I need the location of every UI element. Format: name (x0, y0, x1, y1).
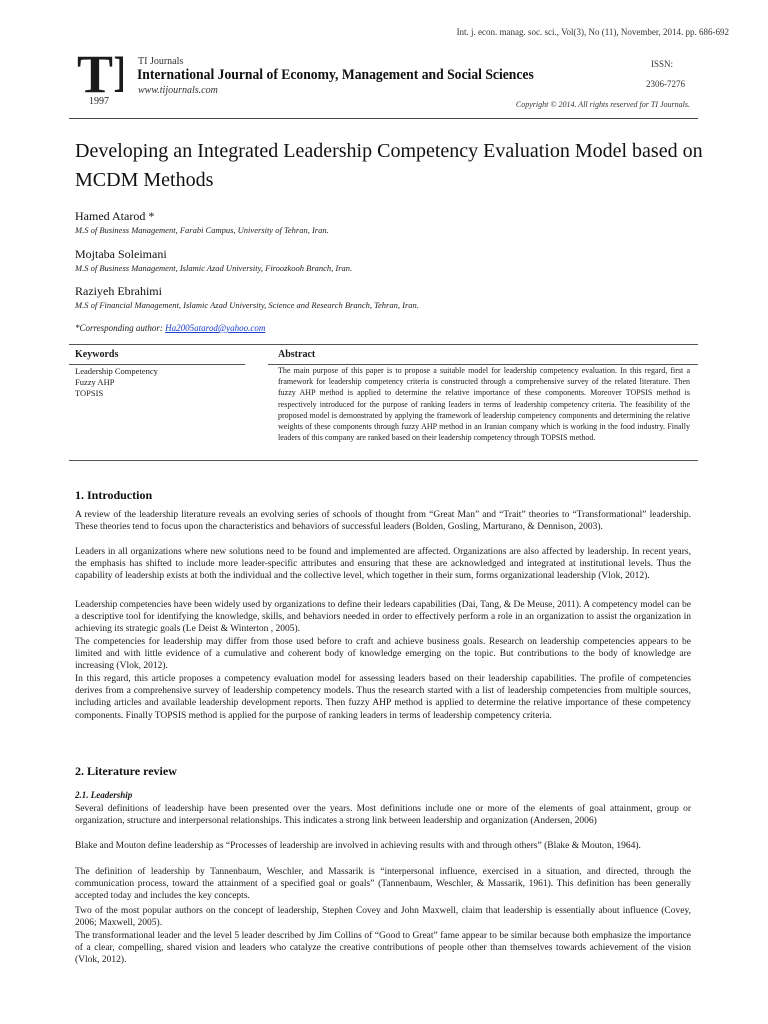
author-name: Raziyeh Ebrahimi (75, 284, 162, 298)
publisher-name: TI Journals (138, 56, 184, 67)
citation-line: Int. j. econ. manag. soc. sci., Vol(3), No (11), November, 2014. pp. 686-692 (456, 27, 729, 37)
keyword-item: Fuzzy AHP (75, 377, 115, 387)
corresponding-author (75, 323, 265, 333)
literature-paragraph: Blake and Mouton define leadership as “Processes of leadership are involved in achieving results with and through others” (Blake & Mouton, 1964). (75, 841, 641, 851)
section-heading-literature-review: 2. Literature review (75, 764, 177, 778)
journal-logo (75, 46, 123, 106)
article-title: Developing an Integrated Leadership Competency Evaluation Model based on MCDM Methods (75, 140, 703, 191)
keywords-list (75, 366, 158, 399)
journal-website[interactable]: www.tijournals.com (138, 85, 218, 96)
keywords-box-bottom-rule (69, 460, 698, 461)
literature-paragraph: Several definitions of leadership have been presented over the years. Most definitions include one or more of the elements of goal attainment, group or organization, structure and interpersonal relationships. This indicates a strong link between leadership and organization (Andersen, 2006) (75, 804, 691, 827)
ti-logo-icon (75, 46, 123, 98)
corresponding-email-link[interactable]: Ha2005atarod@yahoo.com (165, 323, 266, 333)
issn-value: 2306-7276 (646, 79, 685, 89)
intro-paragraph: Leaders in all organizations where new solutions need to be found and implemented are affected. Organizations are also affected by leadership. In recent years, the emphasis has shifted to include more leader-specific attributes and ensuring that these are acknowledged and integrated at institutional levels. Thus the capability of leadership exists at both the individual and the collective level, which together in their sum, forms organizational leadership (Vlok, 2012). (75, 547, 691, 582)
keywords-box-top-rule (69, 344, 698, 345)
literature-paragraph: Two of the most popular authors on the concept of leadership, Stephen Covey and John Maxwell, claim that leadership is essentially about influence (Covey, 2006; Maxwell, 2005). (75, 906, 691, 929)
author-affiliation: M.S of Business Management, Farabi Campus, University of Tehran, Iran. (75, 225, 329, 235)
author-affiliation: M.S of Financial Management, Islamic Azad University, Science and Research Branch, Tehran, Iran. (75, 300, 419, 310)
keyword-item: Leadership Competency (75, 366, 158, 376)
intro-paragraph: Leadership competencies have been widely used by organizations to define their ledears capabilities (Dai, Tang, & De Meuse, 2011). A competency model can be a descriptive tool for identifying the knowledge, skills, and behaviors needed in order to effectively perform a role in an organization to assist the organization in achieving its strategic goals (Le Deist & Winterton , 2005). (75, 600, 691, 635)
abstract-text: The main purpose of this paper is to propose a suitable model for leadership competency evaluation. In this regard, first a framework for leadership competency criteria is constructed through a comprehensive survey of the related literature. Then fuzzy AHP method is applied to determine the relative importance of these components. Moreover TOPSIS method is respectively introduced for the purpose of ranking leaders in terms of leadership competency criteria. The feasibility of the proposed model is demonstrated by applying the framework of leadership competency components and determining the relative weights of these components through fuzzy AHP method in an Iranian company which is working in the food industry. Finally leaders of this company are ranked based on their leadership competency through TOPSIS method. (278, 366, 690, 443)
header-divider (69, 118, 698, 119)
keywords-header-rule (69, 364, 245, 365)
logo-year: 1997 (89, 96, 109, 107)
author-affiliation: M.S of Business Management, Islamic Azad University, Firoozkooh Branch, Iran. (75, 263, 353, 273)
subsection-heading-leadership: 2.1. Leadership (75, 790, 133, 800)
section-heading-introduction: 1. Introduction (75, 488, 153, 502)
literature-paragraph: The transformational leader and the level 5 leader described by Jim Collins of “Good to Great” fame appear to be similar because both emphasize the importance of a clear, compelling, shared vision and leaders who catalyze the creative contributions of people other than themselves towards achievement of the vision (Vlok, 2012). (75, 931, 691, 966)
intro-paragraph: A review of the leadership literature reveals an evolving series of schools of thought from “Great Man” and “Trait” theories to “Transformational” leadership. These theories tend to focus upon the characteristics and behaviors of successful leaders (Bolden, Gosling, Marturano, & Dennison, 2003). (75, 510, 691, 533)
intro-paragraph: In this regard, this article proposes a competency evaluation model for assessing leaders based on their leadership capabilities. The profile of competencies derives from a comprehensive survey of leadership competency models. Thus the research started with a list of leadership competencies from multiple sources, including articles and available leadership development reports. Then fuzzy AHP method is applied to determine the relative importance of these competency components. Finally TOPSIS method is applied for the purpose of ranking leaders in terms of leadership competency criteria. (75, 674, 691, 721)
intro-paragraph: The competencies for leadership may differ from those used before to craft and achieve business goals. Research on leadership competencies appears to be limited and with little evidence of a cumulative and coherent body of knowledge emerging on the topic. But contributions to the body of knowledge are increasing (Vlok, 2012). (75, 637, 691, 672)
issn-label: ISSN: (651, 59, 674, 69)
keywords-heading: Keywords (75, 349, 119, 360)
keyword-item: TOPSIS (75, 388, 104, 398)
logo-text: T (77, 46, 114, 98)
journal-title: International Journal of Economy, Management and Social Sciences (137, 67, 534, 83)
copyright-notice: Copyright © 2014. All rights reserved for TI Journals. (515, 100, 690, 109)
corresponding-label: *Corresponding author: (75, 323, 163, 333)
literature-paragraph: The definition of leadership by Tannenbaum, Weschler, and Massarik is “interpersonal influence, exercised in a situation, and directed, through the communication process, toward the attainment of a specified goal or goals” (Tannenbaum, Weschler, & Massarik, 1961). This definition has been generally accepted today and includes the key concepts. (75, 867, 691, 902)
author-name: Mojtaba Soleimani (75, 247, 167, 261)
abstract-heading: Abstract (278, 349, 316, 360)
author-name: Hamed Atarod * (75, 209, 155, 223)
